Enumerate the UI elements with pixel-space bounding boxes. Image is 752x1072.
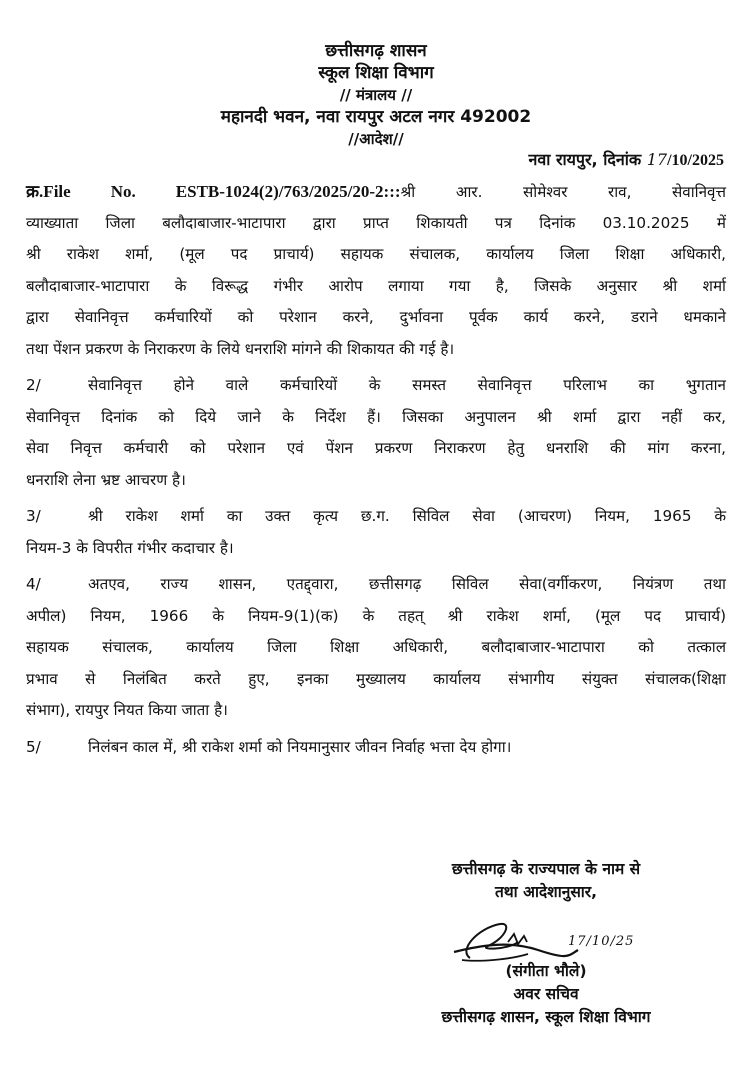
authority-clause (340, 858, 752, 904)
signatory-department: छत्तीसगढ़ शासन, स्कूल शिक्षा विभाग (441, 1008, 651, 1026)
text-line: बलौदाबाजार-भाटापारा के विरूद्ध गंभीर आरोप लगाया गया है, जिसके अनुसार श्री शर्मा (26, 276, 726, 295)
line-text: अतएव, राज्य शासन, एतद्द्वारा, छत्तीसगढ़ सिविल सेवा(वर्गीकरण, नियंत्रण तथा (88, 575, 726, 593)
signatory-designation: अवर सचिव (513, 985, 579, 1003)
office-address: महानदी भवन, नवा रायपुर अटल नगर 492002 (220, 107, 532, 127)
paragraph-number: 4/ (26, 575, 41, 593)
handwritten-day: 17 (646, 150, 668, 169)
file-number: क्र.File No. ESTB-1024(2)/763/2025/20-2::: (26, 182, 401, 201)
text-line: तथा पेंशन प्रकरण के निराकरण के लिये धनराशि मांगने की शिकायत की गई है। (26, 339, 455, 358)
ministry-label: // मंत्रालय // (339, 86, 413, 104)
paragraph-number: 5/ (26, 737, 41, 756)
text-line: द्वारा सेवानिवृत्त कर्मचारियों को परेशान करने, दुर्भावना पूर्वक कार्य करने, डराने धमकाने (26, 308, 726, 326)
line-text: सेवानिवृत्त होने वाले कर्मचारियों के समस्त सेवानिवृत्त परिलाभ का भुगतान (88, 376, 726, 394)
text-line: धनराशि लेना भ्रष्ट आचरण है। (26, 470, 186, 489)
month-year: /10/2025 (667, 152, 724, 169)
dateline (528, 148, 724, 170)
paragraph-2 (26, 370, 726, 496)
text-line (26, 569, 726, 601)
government-name: छत्तीसगढ़ शासन (325, 41, 427, 61)
order-heading: //आदेश// (348, 130, 404, 148)
text-line: नियम-3 के विपरीत गंभीर कदाचार है। (26, 538, 234, 557)
place-date-label: नवा रायपुर, दिनांक (528, 150, 642, 169)
text-line: प्रभाव से निलंबित करते हुए, इनका मुख्यालय कार्यालय संभागीय संयुक्त संचालक(शिक्षा (26, 669, 726, 688)
line-text: श्री आर. सोमेश्वर राव, सेवानिवृत्त (400, 183, 726, 201)
text-line: सेवा निवृत्त कर्मचारी को परेशान एवं पेंशन प्रकरण निराकरण हेतु धनराशि की मांग करना, (26, 439, 726, 457)
signatory-name: (संगीता भौले) (505, 962, 587, 980)
paragraph-number: 3/ (26, 507, 41, 525)
text-line (26, 501, 726, 533)
text-line: सहायक संचालक, कार्यालय जिला शिक्षा अधिकारी, बलौदाबाजार-भाटापारा को तत्काल (26, 638, 726, 656)
text-line (26, 370, 726, 402)
text-line: श्री राकेश शर्मा, (मूल पद प्राचार्य) सहायक संचालक, कार्यालय जिला शिक्षा अधिकारी, (26, 245, 726, 263)
authority-line-2: तथा आदेशानुसार, (494, 883, 598, 901)
paragraph-1 (26, 176, 726, 365)
text-line: अपील) नियम, 1966 के नियम-9(1)(क) के तहत् श्री राकेश शर्मा, (मूल पद प्राचार्य) (26, 606, 726, 625)
paragraph-number: 2/ (26, 376, 41, 394)
signatory-block (340, 960, 752, 1029)
signature-date: 17/10/25 (568, 934, 635, 949)
paragraph-5 (26, 732, 726, 764)
text-line: संभाग), रायपुर नियत किया जाता है। (26, 701, 228, 719)
text-line (26, 176, 726, 208)
authority-line-1: छत्तीसगढ़ के राज्यपाल के नाम से (451, 860, 641, 878)
line-text: श्री राकेश शर्मा का उक्त कृत्य छ.ग. सिविल सेवा (आचरण) नियम, 1965 के (88, 507, 726, 525)
text-line: व्याख्याता जिला बलौदाबाजार-भाटापारा द्वारा प्राप्त शिकायती पत्र दिनांक 03.10.2025 में (26, 213, 726, 232)
text-line: सेवानिवृत्त दिनांक को दिये जाने के निर्देश हैं। जिसका अनुपालन श्री शर्मा द्वारा नहीं कर, (26, 407, 726, 426)
text-line (26, 732, 726, 764)
paragraph-3 (26, 501, 726, 564)
order-body (26, 176, 726, 763)
line-text: निलंबन काल में, श्री राकेश शर्मा को नियमानुसार जीवन निर्वाह भत्ता देय होगा। (88, 737, 512, 756)
paragraph-4 (26, 569, 726, 727)
department-name: स्कूल शिक्षा विभाग (318, 63, 434, 83)
letterhead (0, 40, 752, 150)
